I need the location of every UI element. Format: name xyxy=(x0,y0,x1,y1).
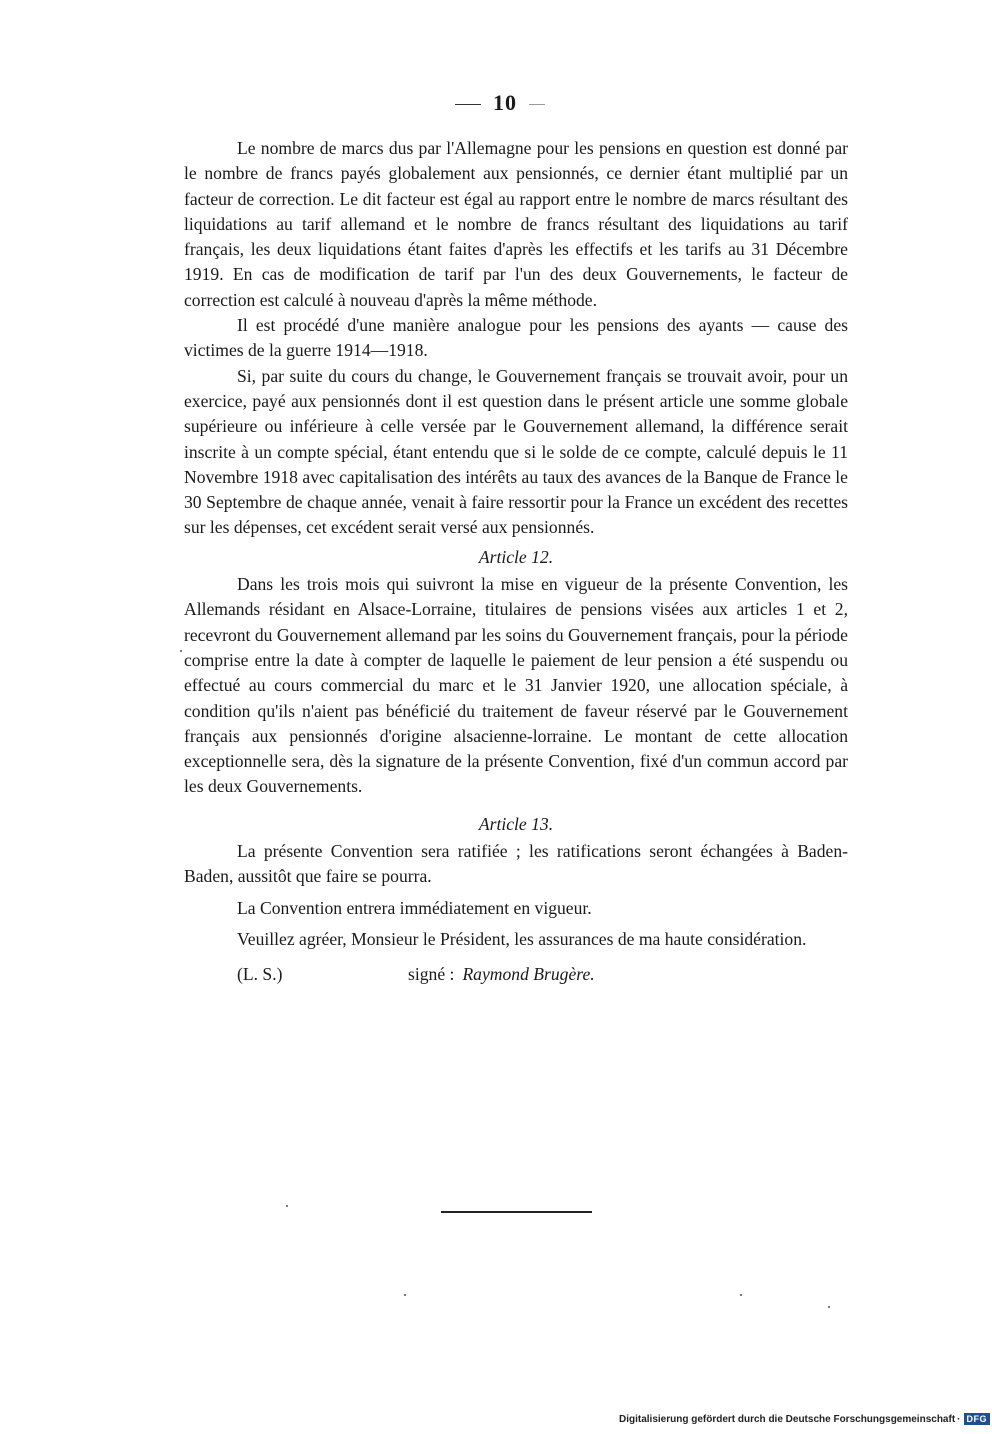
signed-label: signé : xyxy=(408,964,455,985)
article-13-text-1: La présente Convention sera ratifiée ; les ratifications seront échangées à Baden-Baden, aussitôt que faire se pourra. xyxy=(184,841,848,887)
footer-separator: · xyxy=(957,1413,961,1425)
closing-rule xyxy=(441,1211,592,1213)
article-13-text-2: La Convention entrera immédiatement en vigueur. xyxy=(237,897,592,918)
paragraph-2: Il est procédé d'une manière analogue pour les pensions des ayants — cause des victimes de la guerre 1914—1918. xyxy=(184,315,848,361)
scan-speck xyxy=(404,1294,406,1296)
header-dash-right xyxy=(529,104,545,105)
paragraph-3: Si, par suite du cours du change, le Gouvernement français se trouvait avoir, pour un exercice, payé aux pensionnés dont il est question dans le présent article une somme globale supérieure ou inférieure à celle versée par le Gouvernement allemand, la différence serait inscrite à un compte spécial, étant entendu que si le solde de ce compte, calculé depuis le 11 Novembre 1918 avec capitalisation des intérêts au taux des avances de la Banque de France le 30 Septembre de chaque année, venait à faire ressortir pour la France un excédent des recettes sur les dépenses, cet excédent serait versé aux pensionnés. xyxy=(184,365,848,538)
document-body xyxy=(184,136,848,987)
seal-mark: (L. S.) xyxy=(237,964,283,985)
closing-formula: Veuillez agréer, Monsieur le Président, les assurances de ma haute considération. xyxy=(237,928,807,949)
scan-speck xyxy=(740,1294,742,1296)
scan-speck xyxy=(180,650,182,652)
article-12-text: Dans les trois mois qui suivront la mise en vigueur de la présente Convention, les Allemands résidant en Alsace-Lorraine, titulaires de pensions visées aux articles 1 et 2, recevront du Gouvernement allemand par les soins du Gouvernement français, pour la période comprise entre la date à compter de laquelle le paiement de leur pension a été suspendu ou effectué au cours commercial du marc et le 31 Janvier 1920, une allocation spéciale, à condition qu'ils n'aient pas bénéficié du traitement de faveur réservé par le Gouvernement français aux pensionnés d'origine alsacienne-lorraine. Le montant de cette allocation exceptionnelle sera, dès la signature de la présente Convention, fixé d'un commun accord par les deux Gouvernements. xyxy=(184,574,848,797)
paragraph-1: Le nombre de marcs dus par l'Allemagne pour les pensions en question est donné par le nombre de francs payés globalement aux pensionnés, ce dernier étant multiplié par un facteur de correction. Le dit facteur est égal au rapport entre le nombre de marcs résultant des liquidations au tarif allemand et le nombre de francs résultant des liquidations au tarif français, les deux liquidations étant faites d'après les effectifs et les tarifs au 31 Décembre 1919. En cas de modification de tarif par l'un des deux Gouvernements, le facteur de correction est calculé à nouveau d'après la même méthode. xyxy=(184,138,848,310)
header-dash-left xyxy=(455,104,481,105)
article-12-heading: Article 12. xyxy=(478,546,554,567)
scan-speck xyxy=(828,1306,830,1308)
dfg-logo-icon: DFG xyxy=(964,1413,991,1425)
article-13-heading: Article 13. xyxy=(478,813,554,834)
signatory-name: Raymond Brugère. xyxy=(462,964,595,985)
page-number-header xyxy=(0,90,1000,116)
digitization-footer xyxy=(619,1413,990,1425)
page-number: 10 xyxy=(493,90,517,115)
signature-line xyxy=(184,962,848,987)
scan-speck xyxy=(286,1205,288,1207)
footer-text: Digitalisierung gefördert durch die Deutsche Forschungsgemeinschaft xyxy=(618,1413,956,1425)
